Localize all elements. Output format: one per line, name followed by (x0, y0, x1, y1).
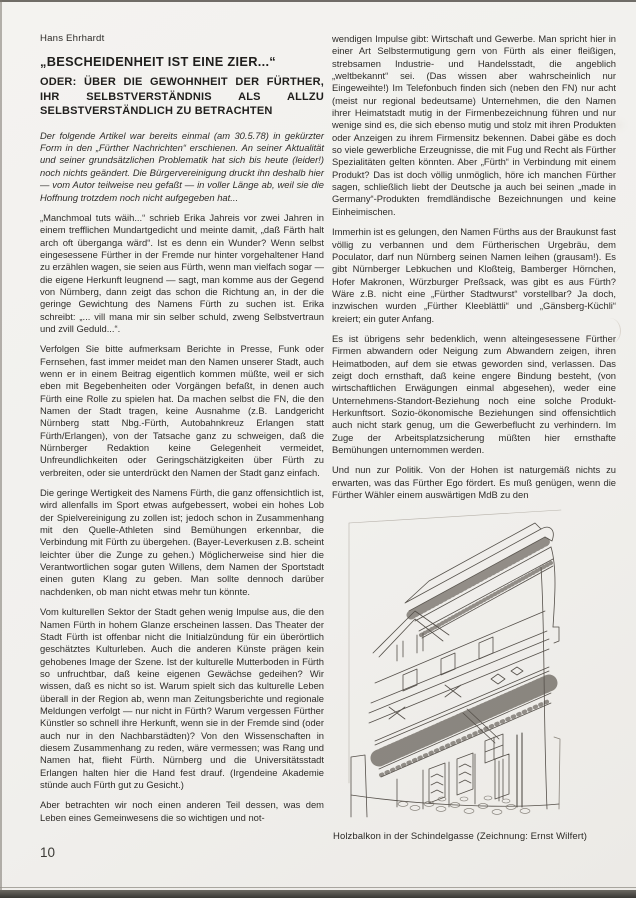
figure-caption: Holzbalkon in der Schindelgasse (Zeichnung: Ernst Wilfert) (333, 831, 587, 842)
balcony-drawing-figure (345, 507, 567, 825)
scan-edge-top (0, 0, 636, 2)
article-subtitle: ODER: ÜBER DIE GEWOHNHEIT DER FÜRTHER, IHR SELBSTVERSTÄNDNIS ALS ALLZU SELBSTVERSTÄNDLICH ZU BETRACHTEN (40, 76, 324, 118)
paragraph: Verfolgen Sie bitte aufmerksam Berichte in Presse, Funk oder Fernsehen, fast immer meidet man den Namen unserer Stadt, auch wenn er in einem Beitrag eigentlich kommen müßte, weil er sich eben mit Begebenheiten oder Vorgängen befaßt, in denen auch Fürth eine Rolle zu spielen hat. Da machen selbst die FN, die den Namen der Stadt tragen, keine Ausnahme (z.B. Landgericht Nürnberg statt Nbg.-Fürth, Autobahnkreuz Erlangen statt Fürth/Erlangen), von der Tatsache ganz zu schweigen, daß die Nürnberger Redaktion keine Gelegenheit vermeidet, Unfreundlichkeiten oder Geringschätzigkeiten über Fürth zu verbreiten, oder sie unterdrückt den Namen der Stadt ganz einfach. (40, 343, 324, 478)
paragraph: Immerhin ist es gelungen, den Namen Fürths aus der Braukunst fast völlig zu verbannen und dem Fürtherischen Urgebräu, dem Poculator, darf nun Nürnberg seinen Namen leihen (grausam!). Es gibt Nürnberger Lebkuchen und Kloßteig, Bamberger Hörnchen, Hofer Makronen, Würzburger Preßsack, was gibt es aus Fürth? Wäre z.B. nicht eine „Fürther Stadtwurst“ vorstellbar? Ja doch, inzwischen wurden „Fürther Kleeblättli“ und „Gänsberg-Küchli“ kreiert; ein guter Anfang. (332, 226, 616, 324)
paragraph: Vom kulturellen Sektor der Stadt gehen wenig Impulse aus, die den Namen Fürth in hohem Glanze erscheinen lassen. Das Theater der Stadt Fürth ist offenbar nicht die Initialzündung für ein überörtlich geschätztes Kulturleben. Auch die anderen Künste prägen kein gehobenes Image der Szene. Ist der kulturelle Mutterboden in Fürth so unfruchtbar, daß keine eigenen Gewächse gedeihen? Wir wissen, daß es nicht so ist. Warum spielt sich das kulturelle Leben überall in der Region ab, wenn man Zeitungsberichte und regionale Meldungen verfolgt — nur nicht in Fürth? Warum vergessen Fürther Künstler so schnell ihre Herkunft, wenn sie in der Fremde sind (oder auch nur in den Nachbarstädten)? Von den Wissenschaften in diesem Zusammenhang zu reden, wäre vermessen; was Rang und Namen hat, flieht Fürth. Nürnberg und die Universitätsstadt Erlangen halten hier die Hand fest drauf. (Irgendeine Akademie stünde auch Fürth gut zu Gesicht.) (40, 606, 324, 790)
scan-edge-left (0, 0, 2, 898)
right-column (332, 33, 616, 509)
scan-edge-bottom-line (0, 887, 636, 888)
paragraph: Und nun zur Politik. Von der Hohen ist naturgemäß nichts zu erwarten, was das Fürther Ego fördert. Es muß genügen, wenn die Fürther Wähler einem auswärtigen MdB zu den (332, 464, 616, 501)
article-intro: Der folgende Artikel war bereits einmal (am 30.5.78) in gekürzter Form in den „Fürther Nachrichten“ erschienen. An seiner Aktualität und seiner grundsätzlichen Problematik hat sich bis heute (leider!) noch nichts geändert. Die Bürgervereinigung druckt ihn deshalb hier — vom Autor teilweise neu gefaßt — in voller Länge ab, weil sie die Hoffnung trotzdem noch nicht aufgegeben hat... (40, 129, 324, 203)
balcony-drawing (345, 507, 567, 825)
paragraph: „Manchmoal tuts wäih...“ schrieb Erika Jahreis vor zwei Jahren in einem trefflichen Mundartgedicht und meinte damit, „daß Färth halt arch oft überganga wärd“. Ist es denn ein Wunder? Wenn selbst eingesessene Fürther in der Fremde nur hinter vorgehaltener Hand zu erzählen wagen, sie seien aus Fürth, wenn man vielfach sogar — die eigene Herkunft leugnend — sagt, man komme aus der Gegend von Nürnberg, dann zeigt das schon die Richtung an, in der die geringe Gewichtung des Namens Fürth zu suchen ist. Erika schreibt: „... vill mana mir sin selber schuld, zweng Selbstvertraun und zvill Geduld...“. (40, 211, 325, 334)
page-number: 10 (40, 845, 56, 860)
paragraph: Es ist übrigens sehr bedenklich, wenn alteingesessene Fürther Firmen abwandern oder Neigung zum Abwandern zeigen, ihren Heimatboden, auf dem sie etwas geworden sind, verlassen. Das zeigt doch ernsthaft, daß keine engere Bindung besteht, (von wirtschaftlichen Erwägungen einmal abgesehen), weder eine Unternehmens-Standort-Beziehung noch eine solche Produkt-Herkunftsort. Sozio-ökonomische Beziehungen sind offensichtlich auch nicht stark genug, um die Gewerbeflucht zu verhindern. Im Zuge der Arbeitsplatzsicherung müßten hier ernsthafte Bemühungen unternommen werden. (332, 332, 616, 455)
paragraph: Die geringe Wertigkeit des Namens Fürth, die ganz offensichtlich ist, wird allenfalls im Sport etwas aufgebessert, wobei ein hohes Lob der Spielvereinigung zu zollen ist; jedoch schon in Zusammenhang mit den Quelle-Athleten sind Bemühungen erkennbar, die Verbindung mit Fürth zu übergehen. (Bayer-Leverkusen z.B. scheint leichter über die Zunge zu gehen.) Möglicherweise sind hier die Verantwortlichen sogar guten Willens, dem Namen der Sportstadt einen guten Klang zu geben. Man sollte dennoch darüber nachdenken, ob man nicht etwas mehr tun könnte. (40, 487, 324, 597)
article-author: Hans Ehrhardt (40, 33, 105, 44)
left-column (40, 33, 324, 832)
scan-edge-bottom-band (0, 890, 636, 898)
paragraph: wendigen Impulse gibt: Wirtschaft und Gewerbe. Man spricht hier in einer Art Selbstermutigung gern von Fürth als einer fleißigen, strebsamen Industrie- und Handelsstadt, die angeblich „weltbekannt“ sei. (Das wissen aber wahrscheinlich nur Eingeweihte!) Im Telefonbuch finden sich (neben den FN) nur acht (meist nur regional bedeutsame) Unternehmen, die den Namen ihrer Heimatstadt mutig in der Firmenbezeichnung führen und nur wenige sind es, die sich ebenso mutig und stolz mit ihren Produkten oder Anzeigen zu ihrem Firmensitz bekennen. Dabei gäbe es doch so viele gewerbliche Erzeugnisse, die mit Fug und Recht als Fürther Spezialitäten gelten könnten. Aber „Fürth“ in Verbindung mit einem Produkt? Das ist doch völlig unmöglich, höre ich manchen Fürther sagen, schließlich liebt der Deutsche ja auch bei seinen „made in Germany“-Produkten fremdländische Bezeichnungen und keine Einheimischen. (332, 33, 616, 217)
paragraph: Aber betrachten wir noch einen anderen Teil dessen, was dem Leben eines Gemeinwesens die so wichtigen und not- (40, 799, 324, 823)
article-title: „BESCHEIDENHEIT IST EINE ZIER...“ (40, 54, 277, 69)
